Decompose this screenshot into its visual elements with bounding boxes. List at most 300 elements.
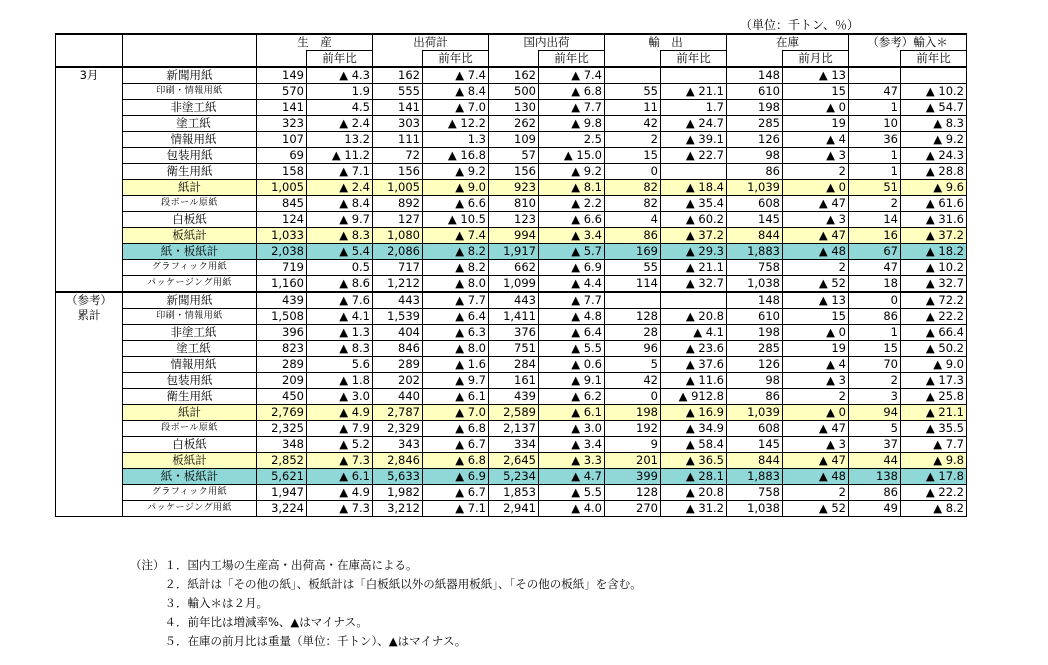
table-row bbox=[56, 421, 967, 437]
change-cell: ▲ 21.1 bbox=[661, 260, 727, 276]
row-label: 印刷・情報用紙 bbox=[123, 84, 257, 100]
change-cell: ▲ 34.9 bbox=[661, 421, 727, 437]
value-cell: 42 bbox=[605, 116, 661, 132]
change-cell: ▲ 3 bbox=[783, 212, 849, 228]
value-cell: 1,039 bbox=[727, 180, 783, 196]
value-cell: 303 bbox=[373, 116, 423, 132]
change-cell: ▲ 5.5 bbox=[539, 485, 605, 501]
value-cell: 2,941 bbox=[489, 501, 539, 517]
change-cell: ▲ 60.2 bbox=[661, 212, 727, 228]
table-row bbox=[56, 116, 967, 132]
value-cell: 289 bbox=[257, 357, 307, 373]
value-cell: 44 bbox=[849, 453, 901, 469]
value-cell: 5 bbox=[605, 357, 661, 373]
row-label: パッケージング用紙 bbox=[123, 501, 257, 517]
value-cell: 1,033 bbox=[257, 228, 307, 244]
value-cell: 96 bbox=[605, 341, 661, 357]
change-cell: ▲ 0 bbox=[783, 405, 849, 421]
header-mom: 前月比 bbox=[783, 51, 849, 68]
header-yoy: 前年比 bbox=[901, 51, 967, 68]
change-cell: ▲ 8.1 bbox=[539, 180, 605, 196]
change-cell: ▲ 8.6 bbox=[307, 276, 373, 293]
value-cell: 201 bbox=[605, 453, 661, 469]
value-cell: 47 bbox=[849, 84, 901, 100]
change-cell: ▲ 4.9 bbox=[307, 485, 373, 501]
value-cell: 443 bbox=[489, 292, 539, 309]
change-cell: ▲ 25.8 bbox=[901, 389, 967, 405]
change-cell: ▲ 11.6 bbox=[661, 373, 727, 389]
change-cell: ▲ 6.8 bbox=[423, 421, 489, 437]
change-cell: ▲ 3.0 bbox=[539, 421, 605, 437]
header-exports: 輸 出 bbox=[605, 34, 727, 51]
change-cell bbox=[901, 67, 967, 84]
change-cell: ▲ 8.2 bbox=[423, 244, 489, 260]
change-cell: 2 bbox=[783, 164, 849, 180]
change-cell: ▲ 7.4 bbox=[539, 67, 605, 84]
change-cell: ▲ 17.3 bbox=[901, 373, 967, 389]
table-row bbox=[56, 132, 967, 148]
value-cell: 570 bbox=[257, 84, 307, 100]
value-cell: 5,234 bbox=[489, 469, 539, 485]
value-cell: 2,846 bbox=[373, 453, 423, 469]
change-cell: ▲ 8.0 bbox=[423, 341, 489, 357]
change-cell: ▲ 6.8 bbox=[539, 84, 605, 100]
change-cell: ▲ 7.9 bbox=[307, 421, 373, 437]
change-cell: ▲ 12.2 bbox=[423, 116, 489, 132]
value-cell: 758 bbox=[727, 485, 783, 501]
row-label: 包装用紙 bbox=[123, 148, 257, 164]
change-cell: ▲ 4.7 bbox=[539, 469, 605, 485]
value-cell: 28 bbox=[605, 325, 661, 341]
change-cell: ▲ 28.8 bbox=[901, 164, 967, 180]
value-cell: 67 bbox=[849, 244, 901, 260]
value-cell: 47 bbox=[849, 260, 901, 276]
change-cell: ▲ 4.3 bbox=[307, 67, 373, 84]
change-cell: ▲ 52 bbox=[783, 276, 849, 293]
value-cell: 1,038 bbox=[727, 501, 783, 517]
value-cell: 198 bbox=[727, 325, 783, 341]
change-cell: 19 bbox=[783, 341, 849, 357]
value-cell: 610 bbox=[727, 84, 783, 100]
change-cell: 19 bbox=[783, 116, 849, 132]
change-cell: ▲ 0 bbox=[783, 100, 849, 116]
value-cell: 994 bbox=[489, 228, 539, 244]
value-cell: 343 bbox=[373, 437, 423, 453]
footnote: ３．輸入＊は２月。 bbox=[130, 596, 268, 610]
value-cell: 751 bbox=[489, 341, 539, 357]
value-cell: 608 bbox=[727, 196, 783, 212]
value-cell bbox=[605, 67, 661, 84]
value-cell: 111 bbox=[373, 132, 423, 148]
value-cell: 1,947 bbox=[257, 485, 307, 501]
value-cell: 2,645 bbox=[489, 453, 539, 469]
value-cell: 4 bbox=[605, 212, 661, 228]
change-cell: ▲ 32.7 bbox=[661, 276, 727, 293]
value-cell: 285 bbox=[727, 116, 783, 132]
table-row bbox=[56, 276, 967, 293]
value-cell: 209 bbox=[257, 373, 307, 389]
value-cell: 1,080 bbox=[373, 228, 423, 244]
change-cell: ▲ 9.0 bbox=[901, 357, 967, 373]
value-cell: 98 bbox=[727, 148, 783, 164]
change-cell: ▲ 0 bbox=[783, 325, 849, 341]
change-cell: ▲ 24.7 bbox=[661, 116, 727, 132]
value-cell: 57 bbox=[489, 148, 539, 164]
change-cell: ▲ 15.0 bbox=[539, 148, 605, 164]
change-cell: ▲ 8.2 bbox=[901, 501, 967, 517]
row-label: 白板紙 bbox=[123, 437, 257, 453]
change-cell: ▲ 4.1 bbox=[307, 309, 373, 325]
row-label: 衛生用紙 bbox=[123, 389, 257, 405]
value-cell: 2,038 bbox=[257, 244, 307, 260]
value-cell: 285 bbox=[727, 341, 783, 357]
change-cell: ▲ 7.0 bbox=[423, 405, 489, 421]
value-cell bbox=[849, 67, 901, 84]
value-cell: 145 bbox=[727, 437, 783, 453]
change-cell: ▲ 21.1 bbox=[661, 84, 727, 100]
row-label: 印刷・情報用紙 bbox=[123, 309, 257, 325]
value-cell: 82 bbox=[605, 180, 661, 196]
value-cell: 130 bbox=[489, 100, 539, 116]
row-label: 情報用紙 bbox=[123, 357, 257, 373]
change-cell: ▲ 13 bbox=[783, 67, 849, 84]
group-label: 3月 bbox=[56, 67, 123, 292]
table-row bbox=[56, 148, 967, 164]
value-cell: 404 bbox=[373, 325, 423, 341]
value-cell: 126 bbox=[727, 357, 783, 373]
value-cell: 145 bbox=[727, 212, 783, 228]
table-row bbox=[56, 501, 967, 517]
value-cell: 202 bbox=[373, 373, 423, 389]
change-cell: ▲ 4 bbox=[783, 132, 849, 148]
value-cell: 126 bbox=[727, 132, 783, 148]
value-cell: 399 bbox=[605, 469, 661, 485]
value-cell: 1,982 bbox=[373, 485, 423, 501]
change-cell: ▲ 6.2 bbox=[539, 389, 605, 405]
value-cell: 0 bbox=[605, 389, 661, 405]
change-cell: ▲ 72.2 bbox=[901, 292, 967, 309]
change-cell: ▲ 47 bbox=[783, 228, 849, 244]
value-cell: 36 bbox=[849, 132, 901, 148]
value-cell: 141 bbox=[257, 100, 307, 116]
change-cell: 1.9 bbox=[307, 84, 373, 100]
change-cell bbox=[661, 292, 727, 309]
row-label: 塗工紙 bbox=[123, 341, 257, 357]
value-cell: 192 bbox=[605, 421, 661, 437]
change-cell: ▲ 9.6 bbox=[901, 180, 967, 196]
value-cell: 15 bbox=[605, 148, 661, 164]
change-cell: ▲ 7.7 bbox=[423, 292, 489, 309]
change-cell: ▲ 6.4 bbox=[539, 325, 605, 341]
change-cell: ▲ 3.3 bbox=[539, 453, 605, 469]
change-cell: ▲ 7.6 bbox=[307, 292, 373, 309]
value-cell: 198 bbox=[605, 405, 661, 421]
change-cell: ▲ 7.1 bbox=[307, 164, 373, 180]
header-row-1 bbox=[56, 34, 967, 51]
change-cell: ▲ 20.8 bbox=[661, 485, 727, 501]
change-cell: ▲ 8.3 bbox=[307, 341, 373, 357]
value-cell: 3 bbox=[849, 389, 901, 405]
change-cell: ▲ 3.4 bbox=[539, 437, 605, 453]
change-cell: 5.6 bbox=[307, 357, 373, 373]
header-imports: （参考）輸入＊ bbox=[849, 34, 967, 51]
value-cell: 86 bbox=[727, 389, 783, 405]
value-cell: 1,038 bbox=[727, 276, 783, 293]
value-cell: 158 bbox=[257, 164, 307, 180]
table-body bbox=[56, 67, 967, 517]
header-yoy: 前年比 bbox=[539, 51, 605, 68]
change-cell: ▲ 6.9 bbox=[539, 260, 605, 276]
row-label: グラフィック用紙 bbox=[123, 260, 257, 276]
table-row bbox=[56, 405, 967, 421]
value-cell: 334 bbox=[489, 437, 539, 453]
change-cell: ▲ 4.4 bbox=[539, 276, 605, 293]
table-row bbox=[56, 164, 967, 180]
value-cell: 15 bbox=[849, 341, 901, 357]
value-cell: 1 bbox=[849, 100, 901, 116]
change-cell: ▲ 3 bbox=[783, 437, 849, 453]
change-cell: ▲ 2.4 bbox=[307, 116, 373, 132]
change-cell: ▲ 3.0 bbox=[307, 389, 373, 405]
value-cell: 198 bbox=[727, 100, 783, 116]
table-row bbox=[56, 341, 967, 357]
change-cell bbox=[661, 164, 727, 180]
change-cell: ▲ 7.7 bbox=[539, 292, 605, 309]
value-cell: 127 bbox=[373, 212, 423, 228]
value-cell: 823 bbox=[257, 341, 307, 357]
change-cell: ▲ 6.8 bbox=[423, 453, 489, 469]
change-cell: ▲ 7.3 bbox=[307, 501, 373, 517]
value-cell: 2,086 bbox=[373, 244, 423, 260]
change-cell: ▲ 7.4 bbox=[423, 228, 489, 244]
table-row bbox=[56, 196, 967, 212]
table-row bbox=[56, 389, 967, 405]
value-cell: 3,224 bbox=[257, 501, 307, 517]
change-cell: ▲ 22.7 bbox=[661, 148, 727, 164]
header-production: 生 産 bbox=[257, 34, 373, 51]
value-cell: 923 bbox=[489, 180, 539, 196]
change-cell: ▲ 17.8 bbox=[901, 469, 967, 485]
row-label: 段ボール原紙 bbox=[123, 196, 257, 212]
table-row bbox=[56, 357, 967, 373]
table-row bbox=[56, 485, 967, 501]
value-cell: 2 bbox=[849, 373, 901, 389]
value-cell: 439 bbox=[489, 389, 539, 405]
value-cell: 284 bbox=[489, 357, 539, 373]
value-cell: 156 bbox=[489, 164, 539, 180]
value-cell: 5,621 bbox=[257, 469, 307, 485]
value-cell: 1,005 bbox=[257, 180, 307, 196]
value-cell: 662 bbox=[489, 260, 539, 276]
value-cell: 11 bbox=[605, 100, 661, 116]
value-cell: 42 bbox=[605, 373, 661, 389]
change-cell: ▲ 35.4 bbox=[661, 196, 727, 212]
value-cell: 262 bbox=[489, 116, 539, 132]
value-cell: 717 bbox=[373, 260, 423, 276]
value-cell: 892 bbox=[373, 196, 423, 212]
change-cell: ▲ 2.4 bbox=[307, 180, 373, 196]
change-cell: ▲ 1.3 bbox=[307, 325, 373, 341]
header-yoy: 前年比 bbox=[423, 51, 489, 68]
change-cell: ▲ 9.2 bbox=[423, 164, 489, 180]
change-cell: ▲ 5.4 bbox=[307, 244, 373, 260]
value-cell: 162 bbox=[489, 67, 539, 84]
change-cell: ▲ 4 bbox=[783, 357, 849, 373]
value-cell: 450 bbox=[257, 389, 307, 405]
table-row bbox=[56, 180, 967, 196]
row-label: 情報用紙 bbox=[123, 132, 257, 148]
change-cell: ▲ 4.9 bbox=[307, 405, 373, 421]
table-row bbox=[56, 437, 967, 453]
change-cell: ▲ 3 bbox=[783, 148, 849, 164]
change-cell: ▲ 3.4 bbox=[539, 228, 605, 244]
row-label: 紙計 bbox=[123, 180, 257, 196]
value-cell: 109 bbox=[489, 132, 539, 148]
change-cell: ▲ 23.6 bbox=[661, 341, 727, 357]
row-label: パッケージング用紙 bbox=[123, 276, 257, 293]
value-cell: 162 bbox=[373, 67, 423, 84]
table-row bbox=[56, 67, 967, 84]
change-cell: ▲ 47 bbox=[783, 453, 849, 469]
change-cell: ▲ 1.8 bbox=[307, 373, 373, 389]
value-cell: 0 bbox=[605, 164, 661, 180]
change-cell: ▲ 5.2 bbox=[307, 437, 373, 453]
change-cell: ▲ 61.6 bbox=[901, 196, 967, 212]
value-cell: 846 bbox=[373, 341, 423, 357]
table-row bbox=[56, 212, 967, 228]
change-cell: ▲ 32.7 bbox=[901, 276, 967, 293]
value-cell: 86 bbox=[605, 228, 661, 244]
value-cell: 55 bbox=[605, 260, 661, 276]
change-cell: ▲ 7.7 bbox=[539, 100, 605, 116]
value-cell: 128 bbox=[605, 485, 661, 501]
value-cell: 69 bbox=[257, 148, 307, 164]
value-cell: 1,160 bbox=[257, 276, 307, 293]
group-label: （参考） 累計 bbox=[56, 292, 123, 517]
change-cell: 13.2 bbox=[307, 132, 373, 148]
value-cell: 5,633 bbox=[373, 469, 423, 485]
change-cell: ▲ 6.7 bbox=[423, 437, 489, 453]
value-cell: 1,853 bbox=[489, 485, 539, 501]
row-label: 紙・板紙計 bbox=[123, 469, 257, 485]
value-cell: 70 bbox=[849, 357, 901, 373]
value-cell: 1,005 bbox=[373, 180, 423, 196]
change-cell: ▲ 54.7 bbox=[901, 100, 967, 116]
value-cell: 9 bbox=[605, 437, 661, 453]
value-cell: 149 bbox=[257, 67, 307, 84]
value-cell: 156 bbox=[373, 164, 423, 180]
value-cell: 18 bbox=[849, 276, 901, 293]
value-cell: 2,137 bbox=[489, 421, 539, 437]
value-cell: 844 bbox=[727, 453, 783, 469]
value-cell: 323 bbox=[257, 116, 307, 132]
value-cell: 10 bbox=[849, 116, 901, 132]
value-cell: 2,787 bbox=[373, 405, 423, 421]
change-cell: 1.3 bbox=[423, 132, 489, 148]
change-cell: ▲ 9.7 bbox=[423, 373, 489, 389]
value-cell: 1,883 bbox=[727, 469, 783, 485]
change-cell: ▲ 13 bbox=[783, 292, 849, 309]
change-cell: ▲ 47 bbox=[783, 421, 849, 437]
value-cell: 1,539 bbox=[373, 309, 423, 325]
change-cell: ▲ 28.1 bbox=[661, 469, 727, 485]
change-cell: ▲ 20.8 bbox=[661, 309, 727, 325]
table-row bbox=[56, 244, 967, 260]
value-cell: 148 bbox=[727, 67, 783, 84]
unit-note: （単位：千トン、％） bbox=[740, 18, 860, 32]
change-cell: ▲ 24.3 bbox=[901, 148, 967, 164]
value-cell: 2 bbox=[605, 132, 661, 148]
change-cell: ▲ 6.1 bbox=[539, 405, 605, 421]
value-cell: 2,769 bbox=[257, 405, 307, 421]
change-cell: ▲ 4.1 bbox=[661, 325, 727, 341]
header-domestic: 国内出荷 bbox=[489, 34, 605, 51]
value-cell: 82 bbox=[605, 196, 661, 212]
change-cell: ▲ 66.4 bbox=[901, 325, 967, 341]
change-cell: ▲ 21.1 bbox=[901, 405, 967, 421]
change-cell: ▲ 6.7 bbox=[423, 485, 489, 501]
change-cell: ▲ 48 bbox=[783, 469, 849, 485]
change-cell: 2.5 bbox=[539, 132, 605, 148]
value-cell: 94 bbox=[849, 405, 901, 421]
value-cell: 844 bbox=[727, 228, 783, 244]
change-cell: ▲ 7.4 bbox=[423, 67, 489, 84]
row-label: 新聞用紙 bbox=[123, 292, 257, 309]
footnote: （注）１．国内工場の生産高・出荷高・在庫高による。 bbox=[130, 558, 418, 572]
change-cell: ▲ 9.2 bbox=[539, 164, 605, 180]
table-row bbox=[56, 373, 967, 389]
change-cell: ▲ 22.2 bbox=[901, 485, 967, 501]
change-cell: ▲ 16.8 bbox=[423, 148, 489, 164]
row-label: グラフィック用紙 bbox=[123, 485, 257, 501]
change-cell: ▲ 35.5 bbox=[901, 421, 967, 437]
table-row bbox=[56, 292, 967, 309]
change-cell: ▲ 39.1 bbox=[661, 132, 727, 148]
value-cell: 2,325 bbox=[257, 421, 307, 437]
change-cell: ▲ 6.6 bbox=[423, 196, 489, 212]
change-cell: ▲ 47 bbox=[783, 196, 849, 212]
value-cell bbox=[605, 292, 661, 309]
change-cell: 15 bbox=[783, 309, 849, 325]
change-cell: ▲ 16.9 bbox=[661, 405, 727, 421]
value-cell: 124 bbox=[257, 212, 307, 228]
value-cell: 72 bbox=[373, 148, 423, 164]
change-cell: ▲ 8.4 bbox=[307, 196, 373, 212]
value-cell: 138 bbox=[849, 469, 901, 485]
value-cell: 555 bbox=[373, 84, 423, 100]
value-cell: 2,589 bbox=[489, 405, 539, 421]
value-cell: 16 bbox=[849, 228, 901, 244]
change-cell: ▲ 7.1 bbox=[423, 501, 489, 517]
value-cell: 1,508 bbox=[257, 309, 307, 325]
change-cell: ▲ 6.9 bbox=[423, 469, 489, 485]
value-cell: 1 bbox=[849, 325, 901, 341]
value-cell: 376 bbox=[489, 325, 539, 341]
change-cell: ▲ 0 bbox=[783, 180, 849, 196]
value-cell: 123 bbox=[489, 212, 539, 228]
change-cell: ▲ 6.3 bbox=[423, 325, 489, 341]
change-cell: ▲ 9.8 bbox=[539, 116, 605, 132]
footnote: ５．在庫の前月比は重量（単位：千トン）、▲はマイナス。 bbox=[130, 634, 467, 648]
value-cell: 55 bbox=[605, 84, 661, 100]
row-label: 白板紙 bbox=[123, 212, 257, 228]
change-cell: ▲ 7.3 bbox=[307, 453, 373, 469]
row-label: 板紙計 bbox=[123, 228, 257, 244]
change-cell: ▲ 4.0 bbox=[539, 501, 605, 517]
footnote: ２．紙計は「その他の紙」、板紙計は「白板紙以外の紙器用板紙」、「その他の板紙」を含む。 bbox=[130, 577, 642, 591]
change-cell: ▲ 29.3 bbox=[661, 244, 727, 260]
change-cell: ▲ 2.2 bbox=[539, 196, 605, 212]
